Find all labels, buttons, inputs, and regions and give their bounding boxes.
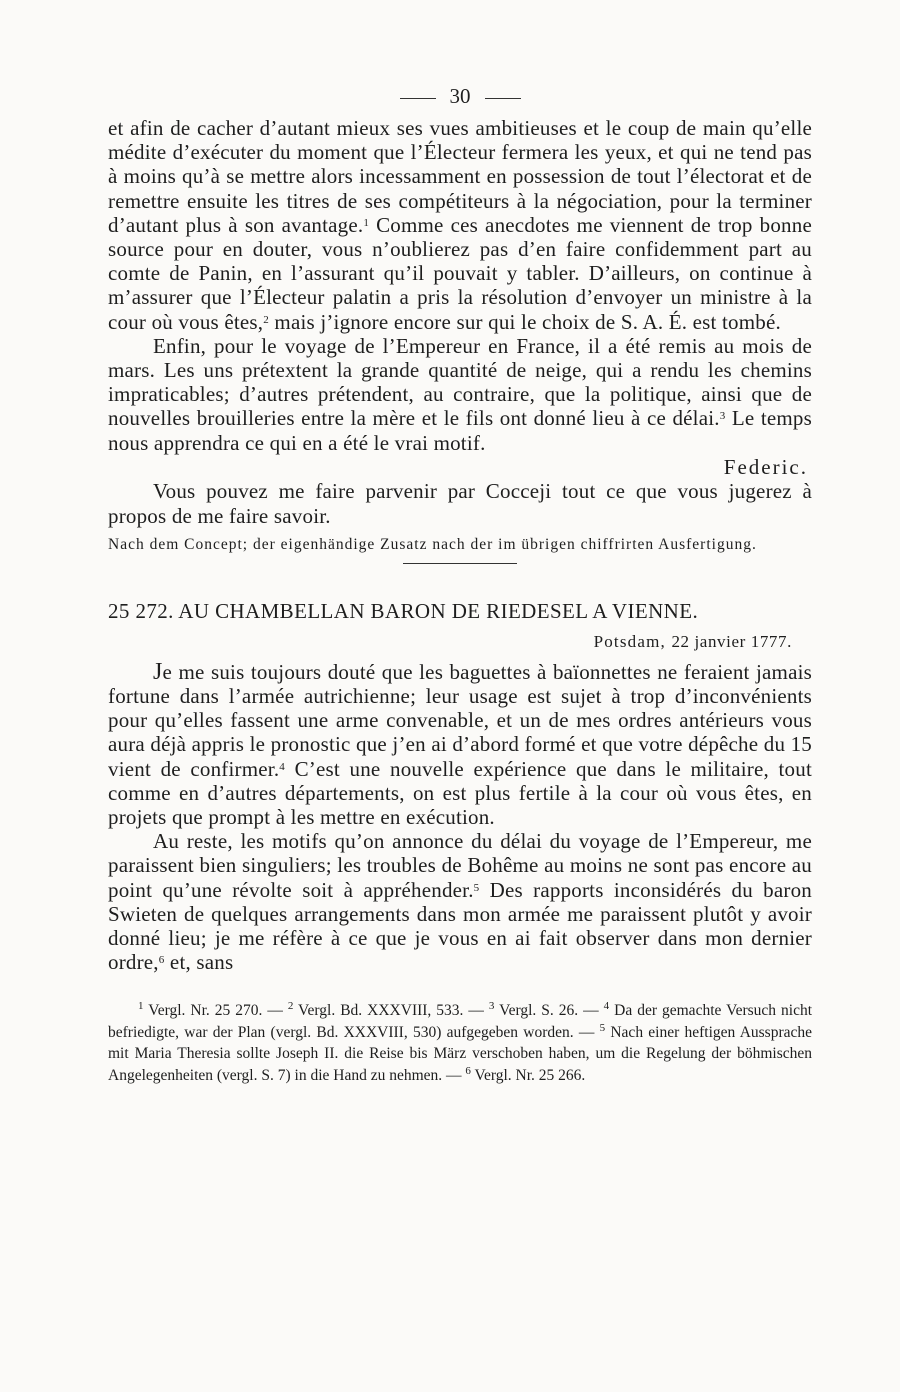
footnote-text: Vergl. Nr. 25 266. — [470, 1066, 586, 1084]
source-note: Nach dem Concept; der eigenhändige Zusatz nach der im übrigen chiffrirten Ausfertigung. — [108, 535, 757, 553]
text-run: e me suis toujours douté que les baguettes à baïonnettes ne feraient jamais fortune dans l’armée autrichienne; leur usage est sujet à trop d’inconvénients pour qu’elles fassent une arme convenable, et un de mes ordres antérieurs vous aura déjà appris le pronostic que j’en ai d’abord formé et que votre dépêche du 15 vient de confirmer. — [108, 659, 812, 781]
footnote-text: Nach einer heftigen Aussprache mit Maria Theresia sollte Joseph II. die Reise bis März verschoben haben, um die Regelung der böhmischen Angelegenheiten (vergl. S. 7) in die Hand zu nehmen. — — [108, 1023, 812, 1084]
header-dash-right — [485, 98, 521, 99]
text-run: Des rapports inconsidérés du baron Swieten de quelques arrangements dans mon armée me paraissent plutôt y avoir donné lieu; je me réfère à ce que je vous en ai fait observer dans mon dernier ordre, — [108, 877, 812, 975]
text-run: et afin de cacher d’autant mieux ses vues ambitieuses et le coup de main qu’elle médite d’exécuter du moment que l’Électeur fermera les yeux, et qui ne tend pas à moins qu’à se mettre alors incessamment en possession de tout l’électorat et de remettre ensuite les titres de ses compétiteurs à la négociation, pour la terminer d’autant plus à son avantage. — [108, 116, 812, 237]
footnotes — [108, 1000, 812, 1086]
footnote-marker: 4 — [603, 1000, 610, 1013]
text-run: et, sans — [164, 950, 234, 975]
dateline — [108, 632, 812, 652]
letter1-paragraph-1 — [108, 116, 812, 334]
footnote-ref: 2 — [263, 313, 269, 326]
footnote-text: Vergl. Nr. 25 270. — — [143, 1002, 288, 1020]
text-run: Comme ces anecdotes me viennent de trop bonne source pour en douter, vous n’oublierez pas d’en faire confidemment part au comte de Panin, en l’assurant qu’il pouvait y tabler. D’ailleurs, on continue à m’assurer que l’Électeur palatin a pris la résolution d’envoyer un ministre à la cour où vous êtes, — [108, 212, 812, 334]
dateline-place: Potsdam, — [593, 631, 666, 651]
footnote-ref: 5 — [473, 881, 480, 894]
text-run: Enfin, pour le voyage de l’Empereur en France, il a été remis au mois de mars. Les uns prétextent la grande quantité de neige, qui a rendu les chemins impraticables; d’autres prétendent, au contraire, que la politique, ainsi que de nouvelles brouilleries entre la mère et le fils ont donné lieu à ce délai. — [108, 333, 812, 431]
dateline-date: 22 janvier 1777. — [671, 631, 792, 651]
letter-heading: 25 272. AU CHAMBELLAN BARON DE RIEDESEL A VIENNE. — [108, 598, 699, 623]
letter2-paragraph-2 — [108, 829, 812, 974]
text-run: Le temps nous apprendra ce qui en a été le vrai motif. — [108, 406, 812, 455]
drop-cap: J — [153, 658, 163, 685]
text-run: Au reste, les motifs qu’on annonce du délai du voyage de l’Empereur, me paraissent bien singuliers; les troubles de Bohême au moins ne sont pas encore au point qu’une révolte soit à appréhender. — [108, 829, 812, 902]
footnote-text: Vergl. Bd. XXXVIII, 533. — — [293, 1002, 489, 1020]
footnote-marker: 1 — [138, 1000, 144, 1013]
footnote-ref: 4 — [279, 760, 285, 773]
footnote-text: Da der gemachte Versuch nicht befriedigte, war der Plan (vergl. Bd. XXXVIII, 530) aufgegeben worden. — — [108, 1002, 813, 1041]
footnote-ref: 1 — [363, 216, 370, 229]
footnote-marker: 2 — [287, 1000, 294, 1013]
letter1-paragraph-2 — [108, 334, 812, 455]
footnote-marker: 6 — [465, 1064, 471, 1077]
footnote-ref: 6 — [158, 954, 165, 967]
page-header — [108, 84, 812, 116]
text-run: C’est une nouvelle expérience que dans le militaire, tout comme en d’autres départements, on est plus fertile à la cour où vous êtes, en projets que prompt à les mettre en exécution. — [108, 756, 812, 829]
footnote-marker: 3 — [488, 1000, 495, 1013]
text-run: mais j’ignore encore sur qui le choix de S. A. É. est tombé. — [268, 309, 781, 334]
footnote-marker: 5 — [599, 1021, 606, 1034]
book-page — [108, 84, 812, 1086]
signature: Federic. — [723, 454, 808, 479]
footnote-text: Vergl. S. 26. — — [494, 1002, 604, 1020]
footnote-ref: 3 — [719, 410, 726, 423]
letter2-paragraph-1 — [108, 660, 812, 829]
page-number: 30 — [449, 84, 471, 108]
postscript: Vous pouvez me faire parvenir par Cocceji tout ce que vous jugerez à propos de me faire savoir. — [108, 479, 812, 528]
section-divider — [403, 563, 517, 564]
header-dash-left — [400, 98, 436, 99]
